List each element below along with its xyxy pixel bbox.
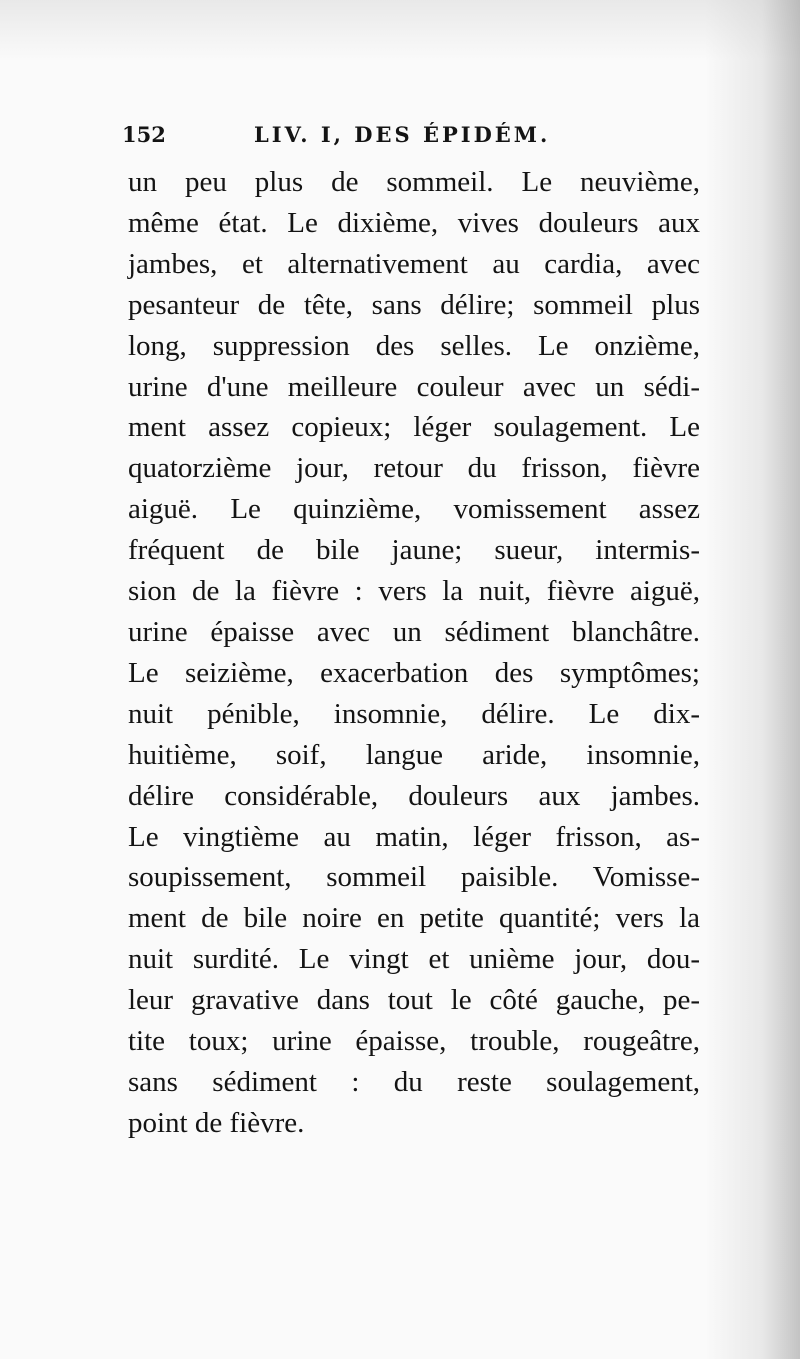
text-line: quatorzième jour, retour du frisson, fièvre bbox=[128, 452, 700, 485]
text-line: long, suppression des selles. Le onzième, bbox=[128, 329, 700, 362]
text-line: soupissement, sommeil paisible. Vomisse- bbox=[128, 861, 700, 894]
text-line: nuit surdité. Le vingt et unième jour, dou- bbox=[128, 943, 700, 976]
page-header bbox=[122, 122, 602, 162]
text-line: ment de bile noire en petite quantité; vers la bbox=[128, 902, 700, 935]
text-line: fréquent de bile jaune; sueur, intermis- bbox=[128, 534, 700, 567]
running-head: LIV. I, DES ÉPIDÉM. bbox=[254, 122, 551, 147]
text-line: sans sédiment : du reste soulagement, bbox=[128, 1065, 700, 1098]
page-number: 152 bbox=[122, 122, 166, 147]
page-gutter-shadow bbox=[705, 0, 800, 1359]
text-line: Le seizième, exacerbation des symptômes; bbox=[128, 656, 700, 689]
text-line: urine d'une meilleure couleur avec un sédi- bbox=[128, 370, 700, 403]
text-line: même état. Le dixième, vives douleurs aux bbox=[128, 206, 700, 239]
text-line: tite toux; urine épaisse, trouble, rougeâtre, bbox=[128, 1025, 700, 1058]
text-line: délire considérable, douleurs aux jambes. bbox=[128, 779, 700, 812]
text-line: un peu plus de sommeil. Le neuvième, bbox=[128, 166, 700, 198]
text-line: ment assez copieux; léger soulagement. Le bbox=[128, 411, 700, 444]
text-line: Le vingtième au matin, léger frisson, as- bbox=[128, 820, 700, 853]
text-line: leur gravative dans tout le côté gauche, pe- bbox=[128, 984, 700, 1017]
text-line: aiguë. Le quinzième, vomissement assez bbox=[128, 493, 700, 526]
text-line: urine épaisse avec un sédiment blanchâtre. bbox=[128, 615, 700, 648]
text-line: point de fièvre. bbox=[128, 1106, 305, 1139]
text-line: huitième, soif, langue aride, insomnie, bbox=[128, 738, 700, 771]
body-paragraph bbox=[128, 162, 700, 1144]
page-top-shadow bbox=[0, 0, 800, 60]
text-line: nuit pénible, insomnie, délire. Le dix- bbox=[128, 697, 700, 730]
text-line: sion de la fièvre : vers la nuit, fièvre aiguë, bbox=[128, 575, 700, 608]
text-line: jambes, et alternativement au cardia, avec bbox=[128, 247, 700, 280]
text-line: pesanteur de tête, sans délire; sommeil plus bbox=[128, 288, 700, 321]
